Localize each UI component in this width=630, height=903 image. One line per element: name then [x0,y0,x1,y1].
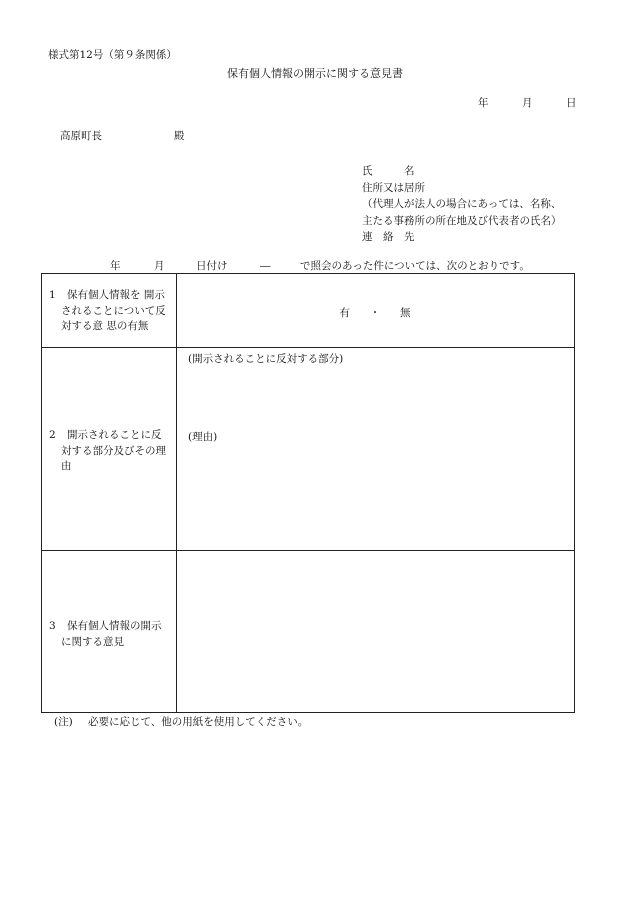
row2-label-line1: 開示されることに反 [67,429,162,441]
row2-label-line3: 由 [61,460,72,472]
addressee-name: 高原町長 [60,130,102,142]
table-row-divider-1 [42,347,574,348]
row2-label-line2: 対する部分及びその理 [61,444,166,457]
row3-label-line1: 保有個人情報の開示 [67,620,162,632]
applicant-address-label: 住所又は居所 [362,181,425,194]
row1-label [49,288,171,335]
date-year: 年 [478,97,489,109]
inquiry-text: で照会のあった件については、次のとおりです。 [300,260,530,272]
applicant-name-label: 氏 名 [362,165,415,177]
footnote-marker: (注) [54,716,73,728]
table-row-divider-2 [42,550,574,551]
date-day: 日 [566,97,577,109]
applicant-corp-note-2: 主たる事務所の所在地及び代表者の氏名） [362,214,562,227]
existence-choice [176,305,574,320]
date-line [478,98,577,109]
inquiry-dash: ― [260,260,271,272]
objection-part-label: (開示されることに反対する部分) [188,353,344,365]
document-title: 保有個人情報の開示に関する意見書 [227,67,403,80]
row1-number: 1 [49,289,56,301]
choice-separator: ・ [369,307,381,319]
choice-yes: 有 [339,307,350,319]
date-month: 月 [522,97,533,109]
inquiry-year: 年 [110,260,121,272]
applicant-corp-note-1: （代理人が法人の場合にあっては、名称、 [362,198,562,210]
row3-label [49,619,171,650]
choice-no: 無 [400,307,411,319]
row1-label-line3: 対する意 思の有無 [61,320,149,332]
row2-label [49,428,171,475]
row1-label-line1: 保有個人情報を 開示 [67,289,165,301]
table-column-divider [176,274,177,712]
addressee-suffix: 殿 [174,130,185,142]
applicant-contact-label: 連 絡 先 [362,231,415,243]
inquiry-date-suffix: 日付け [196,260,228,272]
opinion-table [41,273,575,713]
row3-label-line2: に関する意見 [61,635,124,648]
row3-number: 3 [49,620,56,632]
footnote-text: 必要に応じて、他の用紙を使用してください。 [88,716,309,728]
inquiry-month: 月 [154,260,165,272]
form-number: 様式第12号（第９条関係） [48,49,177,61]
inquiry-line [110,261,530,272]
reason-label: (理由) [188,431,218,443]
row1-label-line2: されることについて反 [61,304,166,317]
applicant-block [362,163,562,246]
row2-number: 2 [49,429,56,441]
footnote [54,717,308,728]
